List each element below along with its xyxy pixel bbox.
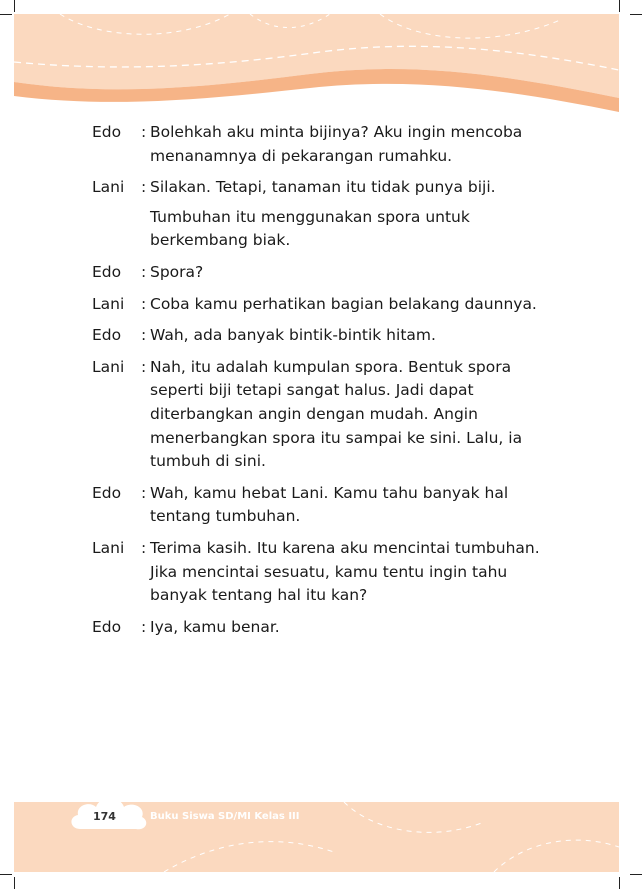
dialogue-line (92, 121, 552, 168)
speaker-name: Lani (92, 178, 125, 197)
colon: : (141, 483, 147, 502)
dialogue-line (92, 293, 552, 317)
speech-text: Silakan. Tetapi, tanaman itu tidak punya biji. (150, 178, 496, 197)
speaker-name: Lani (92, 294, 125, 313)
dialogue-line (92, 356, 552, 474)
speech-text: Iya, kamu benar. (150, 617, 280, 636)
speech-continuation: Tumbuhan itu menggunakan spora untuk berkembang biak. (150, 207, 470, 250)
speech-text: Terima kasih. Itu karena aku mencintai tumbuhan. Jika mencintai sesuatu, kamu tentu ingin tahu banyak tentang hal itu kan? (150, 538, 540, 605)
header-wave-decoration (0, 0, 642, 120)
speaker-name: Lani (92, 357, 125, 376)
speaker-name: Edo (92, 617, 122, 636)
dialogue-line (92, 616, 552, 640)
speech-text: Bolehkah aku minta bijinya? Aku ingin mencoba menanamnya di pekarangan rumahku. (150, 123, 523, 165)
speaker-name: Edo (92, 262, 122, 281)
crop-mark (630, 874, 642, 875)
dialogue-line (92, 176, 552, 253)
crop-mark (619, 877, 620, 889)
speech-text: Spora? (150, 262, 204, 281)
dialogue-line (92, 261, 552, 285)
book-title: Buku Siswa SD/MI Kelas III (150, 811, 300, 822)
speaker-name: Edo (92, 483, 122, 502)
crop-mark (0, 874, 12, 875)
crop-mark (14, 877, 15, 889)
dialogue-line (92, 324, 552, 348)
speech-text: Nah, itu adalah kumpulan spora. Bentuk spora seperti biji tetapi sangat halus. Jadi dapat diterbangkan angin dengan mudah. Angin menerbangkan spora itu sampai ke sini. Lalu, ia tumbuh di sini. (150, 357, 523, 471)
speech-text: Wah, ada banyak bintik-bintik hitam. (150, 326, 436, 345)
colon: : (141, 178, 147, 197)
colon: : (141, 294, 147, 313)
dialogue-line (92, 537, 552, 608)
dialogue (92, 121, 552, 639)
colon: : (141, 538, 147, 557)
speech-text: Wah, kamu hebat Lani. Kamu tahu banyak hal tentang tumbuhan. (150, 483, 509, 526)
colon: : (141, 617, 147, 636)
dialogue-line (92, 482, 552, 529)
colon: : (141, 123, 147, 141)
speaker-name: Lani (92, 538, 125, 557)
speaker-name: Edo (92, 123, 122, 141)
speech-text: Coba kamu perhatikan bagian belakang daunnya. (150, 294, 537, 313)
colon: : (141, 262, 147, 281)
page-number: 174 (93, 810, 116, 823)
colon: : (141, 326, 147, 345)
speaker-name: Edo (92, 326, 122, 345)
colon: : (141, 357, 147, 376)
